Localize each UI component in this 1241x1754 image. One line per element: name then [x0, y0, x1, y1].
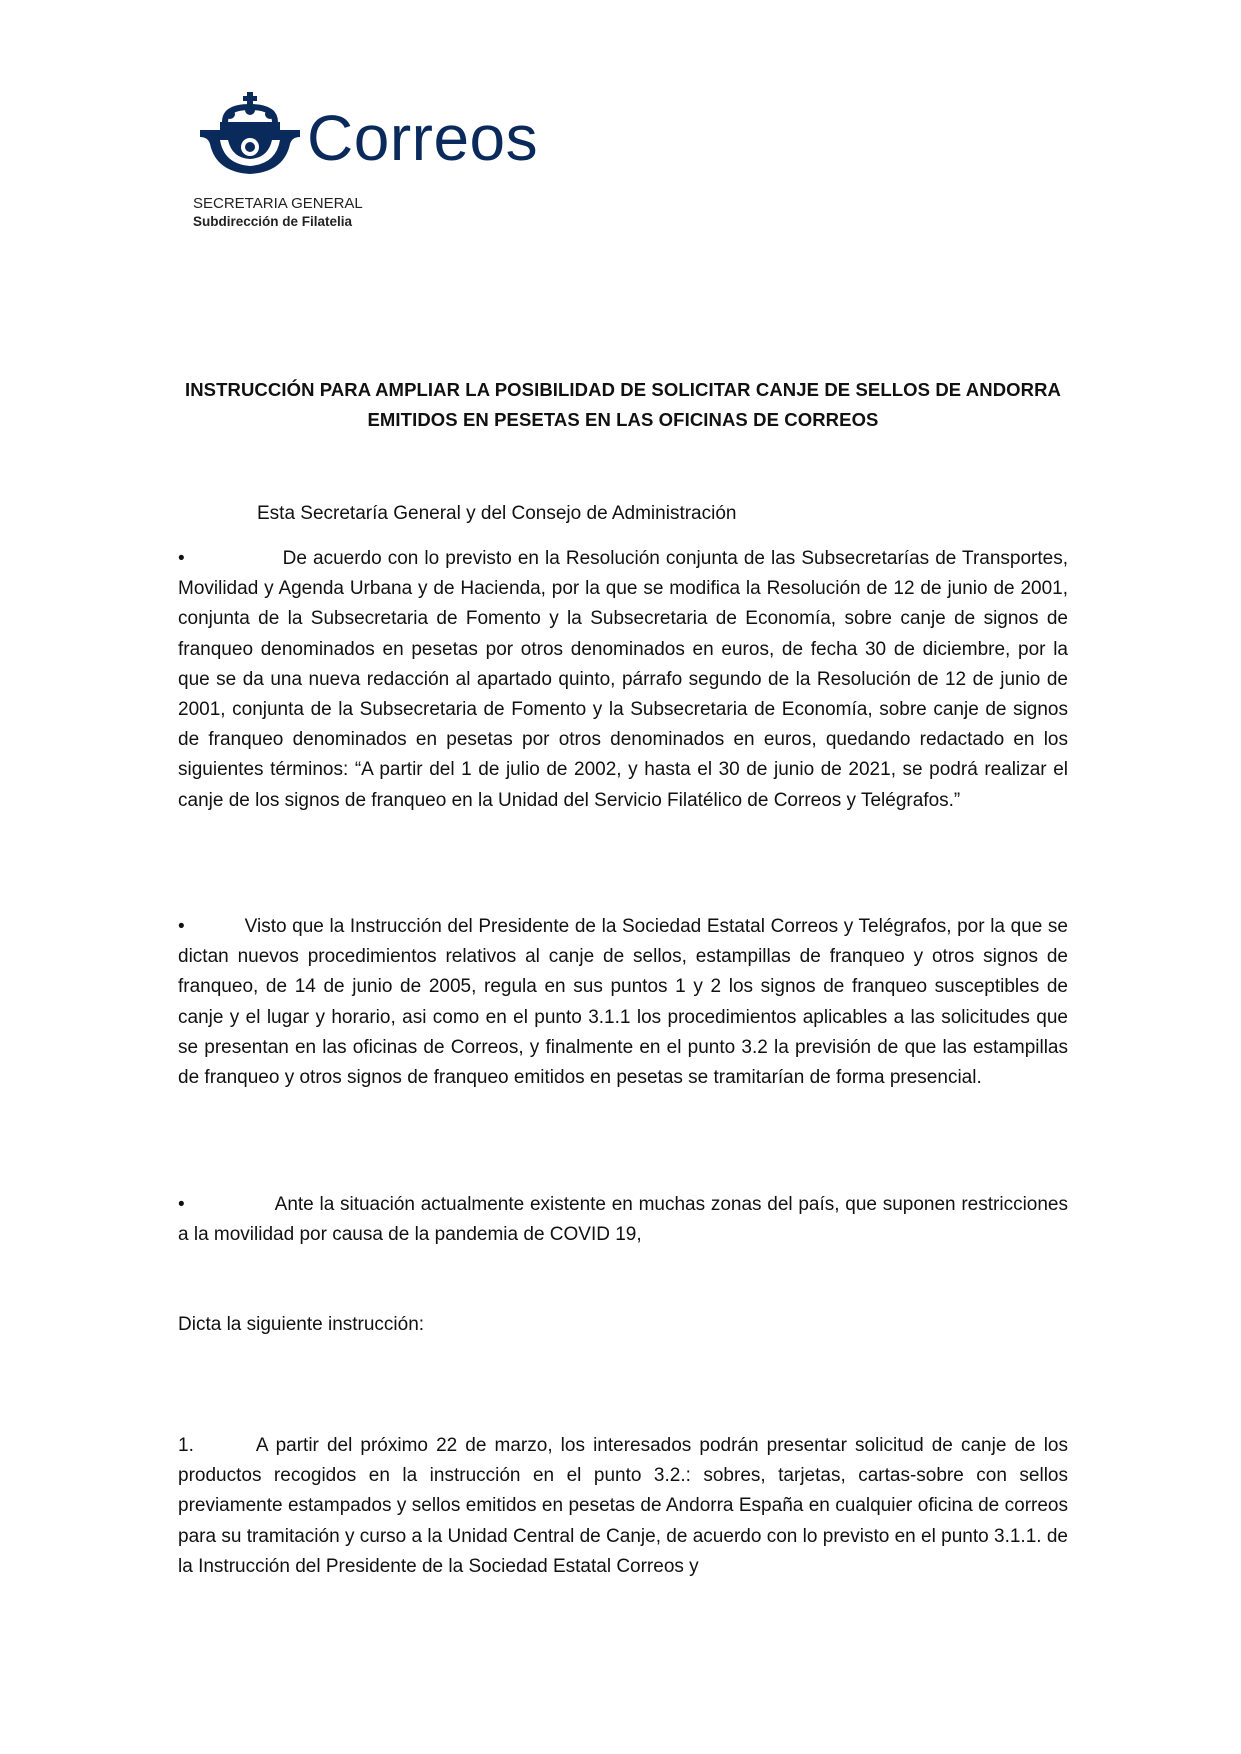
- dicta-line: Dicta la siguiente instrucción:: [178, 1314, 425, 1335]
- bullet-text: Visto que la Instrucción del Presidente de la Sociedad Estatal Correos y Telégrafos, por la que se dictan nuevos procedimientos relativos al canje de sellos, estampillas de franqueo y otros signos de franqueo, de 14 de junio de 2005, regula en sus puntos 1 y 2 los signos de franqueo susceptibles de canje y el lugar y horario, asi como en el punto 3.1.1 los procedimientos aplicables a las solicitudes que se presentan en las oficinas de Correos, y finalmente en el punto 3.2 la previsión de que las estampillas de franqueo y otros signos de franqueo emitidos en pesetas se tramitarían de forma presencial.: [178, 916, 1068, 1089]
- title-line-1: INSTRUCCIÓN PARA AMPLIAR LA POSIBILIDAD DE SOLICITAR CANJE DE SELLOS DE ANDORRA: [184, 379, 1062, 400]
- bullet-text: Ante la situación actualmente existente en muchas zonas del país, que suponen restricciones a la movilidad por causa de la pandemia de COVID 19,: [178, 1194, 1068, 1246]
- document-title: [178, 375, 1068, 435]
- bullet-marker: •: [178, 548, 185, 569]
- crown-horn-emblem: [200, 92, 300, 182]
- correos-logo: [200, 92, 540, 187]
- numbered-paragraph-1: [178, 1431, 1068, 1582]
- intro-paragraph: Esta Secretaría General y del Consejo de Administración: [257, 503, 737, 524]
- org-subdivision: Subdirección de Filatelia: [193, 213, 353, 229]
- bullet-paragraph-1: [178, 544, 1068, 816]
- item-number: 1.: [178, 1435, 194, 1456]
- bullet-marker: •: [178, 916, 185, 937]
- logo-wordmark: Correos: [307, 102, 539, 174]
- bullet-text: De acuerdo con lo previsto en la Resolución conjunta de las Subsecretarías de Transportes, Movilidad y Agenda Urbana y de Hacienda, por la que se modifica la Resolución de 12 de junio de 2001, conjunta de la Subsecretaria de Fomento y la Subsecretaria de Economía, sobre canje de signos de franqueo denominados en pesetas por otros denominados en euros, de fecha 30 de diciembre, por la que se da una nueva redacción al apartado quinto, párrafo segundo de la Resolución de 12 de junio de 2001, conjunta de la Subsecretaria de Fomento y la Subsecretaria de Economía, sobre canje de signos de franqueo denominados en pesetas por otros denominados en euros, quedando redactado en los siguientes términos: “A partir del 1 de julio de 2002, y hasta el 30 de junio de 2021, se podrá realizar el canje de los signos de franqueo en la Unidad del Servicio Filatélico de Correos y Telégrafos.”: [178, 548, 1068, 811]
- bullet-paragraph-3: [178, 1190, 1068, 1250]
- bullet-marker: •: [178, 1194, 185, 1215]
- bullet-paragraph-2: [178, 912, 1068, 1093]
- org-name: SECRETARIA GENERAL: [193, 195, 363, 212]
- title-line-2: EMITIDOS EN PESETAS EN LAS OFICINAS DE CORREOS: [367, 409, 879, 430]
- item-text: A partir del próximo 22 de marzo, los interesados podrán presentar solicitud de canje de los productos recogidos en la instrucción en el punto 3.2.: sobres, tarjetas, cartas-sobre con sellos previamente estampados y sellos emitidos en pesetas de Andorra España en cualquier oficina de correos para su tramitación y curso a la Unidad Central de Canje, de acuerdo con lo previsto en el punto 3.1.1. de la Instrucción del Presidente de la Sociedad Estatal Correos y: [178, 1435, 1068, 1577]
- org-block: [193, 195, 363, 231]
